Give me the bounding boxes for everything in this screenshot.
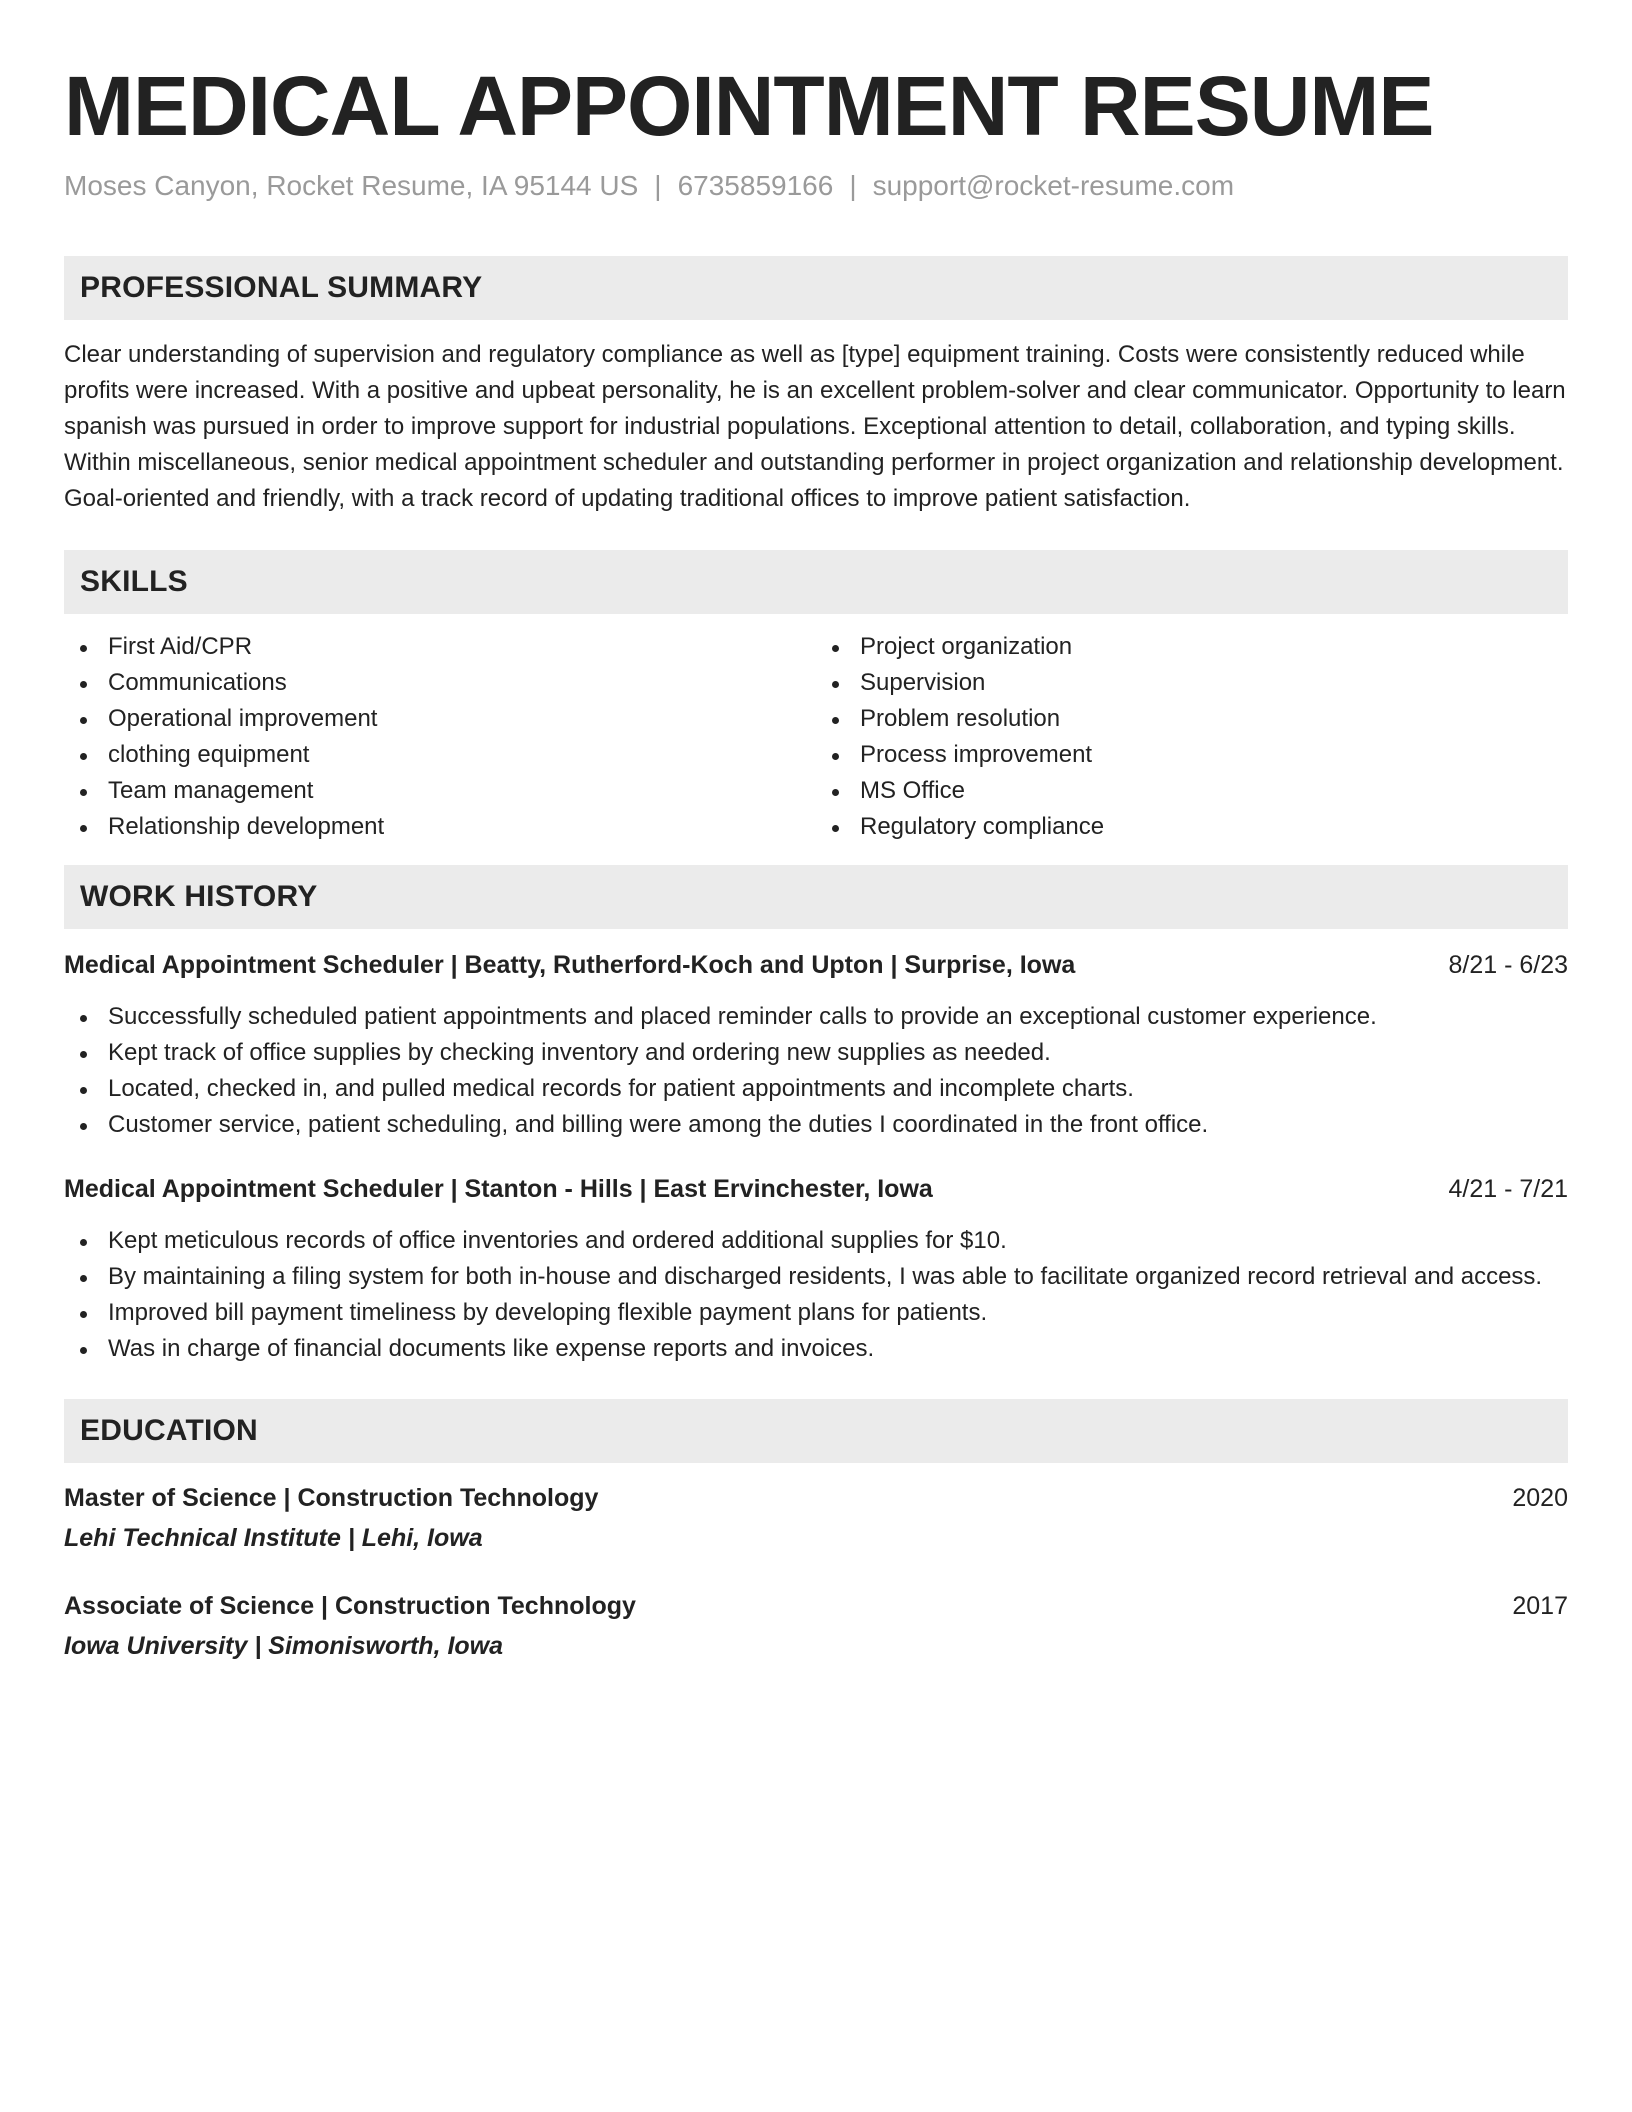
section-heading-summary: PROFESSIONAL SUMMARY xyxy=(64,256,1568,320)
job-dates: 4/21 - 7/21 xyxy=(1448,1175,1568,1203)
section-heading-skills: SKILLS xyxy=(64,550,1568,614)
resume-title: MEDICAL APPOINTMENT RESUME xyxy=(64,59,1434,153)
job-title: Medical Appointment Scheduler | Beatty, Rutherford-Koch and Upton | Surprise, Iowa xyxy=(64,951,1076,979)
job-bullet: Kept track of office supplies by checking inventory and ordering new supplies as needed. xyxy=(64,1035,1568,1071)
education-degree: Master of Science | Construction Technology xyxy=(64,1484,599,1512)
job-title: Medical Appointment Scheduler | Stanton - Hills | East Ervinchester, Iowa xyxy=(64,1175,933,1203)
skill-item: First Aid/CPR xyxy=(64,629,816,665)
education-header xyxy=(64,1588,1568,1624)
job-bullet: Successfully scheduled patient appointments and placed reminder calls to provide an exceptional customer experience. xyxy=(64,999,1568,1035)
section-heading-education: EDUCATION xyxy=(64,1399,1568,1463)
education-entry xyxy=(64,1588,1568,1664)
skill-item: Regulatory compliance xyxy=(816,809,1568,845)
skill-item: clothing equipment xyxy=(64,737,816,773)
education-year: 2017 xyxy=(1512,1592,1568,1620)
job-entry xyxy=(64,947,1568,1143)
education-school: Iowa University | Simonisworth, Iowa xyxy=(64,1632,504,1660)
education-header xyxy=(64,1480,1568,1516)
contact-line xyxy=(64,168,1568,204)
skill-item: MS Office xyxy=(816,773,1568,809)
section-heading-work-history: WORK HISTORY xyxy=(64,865,1568,929)
job-bullet: Located, checked in, and pulled medical records for patient appointments and incomplete charts. xyxy=(64,1071,1568,1107)
skills-column-left xyxy=(64,629,816,845)
skills-section xyxy=(64,550,1568,845)
job-dates: 8/21 - 6/23 xyxy=(1448,951,1568,979)
contact-address: Moses Canyon, Rocket Resume, IA 95144 US xyxy=(64,170,639,201)
contact-separator: | xyxy=(849,170,857,201)
skill-item: Team management xyxy=(64,773,816,809)
skill-item: Communications xyxy=(64,665,816,701)
contact-phone: 6735859166 xyxy=(677,170,834,201)
education-entry xyxy=(64,1480,1568,1556)
skill-item: Process improvement xyxy=(816,737,1568,773)
job-bullet: Kept meticulous records of office inventories and ordered additional supplies for $10. xyxy=(64,1223,1568,1259)
skill-item: Project organization xyxy=(816,629,1568,665)
skill-item: Operational improvement xyxy=(64,701,816,737)
professional-summary-section xyxy=(64,256,1568,517)
job-bullet: By maintaining a filing system for both in-house and discharged residents, I was able to facilitate organized record retrieval and access. xyxy=(64,1259,1568,1295)
education-year: 2020 xyxy=(1512,1484,1568,1512)
job-header xyxy=(64,947,1568,983)
job-bullet: Was in charge of financial documents like expense reports and invoices. xyxy=(64,1331,1568,1367)
skill-item: Problem resolution xyxy=(816,701,1568,737)
job-header xyxy=(64,1171,1568,1207)
skills-grid xyxy=(64,629,1568,845)
contact-separator: | xyxy=(654,170,662,201)
work-history-section xyxy=(64,865,1568,1367)
summary-text: Clear understanding of supervision and regulatory compliance as well as [type] equipment training. Costs were consistently reduced while profits were increased. With a positive and upbeat personality, he is an excellent problem-solver and clear communicator. Opportunity to learn spanish was pursued in order to improve support for industrial populations. Exceptional attention to detail, collaboration, and typing skills. Within miscellaneous, senior medical appointment scheduler and outstanding performer in project organization and relationship development. Goal-oriented and friendly, with a track record of updating traditional offices to improve patient satisfaction. xyxy=(64,341,1566,512)
job-entry xyxy=(64,1171,1568,1367)
job-bullets xyxy=(64,1223,1568,1367)
education-school: Lehi Technical Institute | Lehi, Iowa xyxy=(64,1524,483,1552)
skill-item: Supervision xyxy=(816,665,1568,701)
education-degree: Associate of Science | Construction Technology xyxy=(64,1592,636,1620)
skill-item: Relationship development xyxy=(64,809,816,845)
contact-email: support@rocket-resume.com xyxy=(872,170,1235,201)
education-section xyxy=(64,1399,1568,1664)
skills-column-right xyxy=(816,629,1568,845)
job-bullet: Customer service, patient scheduling, and billing were among the duties I coordinated in the front office. xyxy=(64,1107,1568,1143)
job-bullet: Improved bill payment timeliness by developing flexible payment plans for patients. xyxy=(64,1295,1568,1331)
job-bullets xyxy=(64,999,1568,1143)
